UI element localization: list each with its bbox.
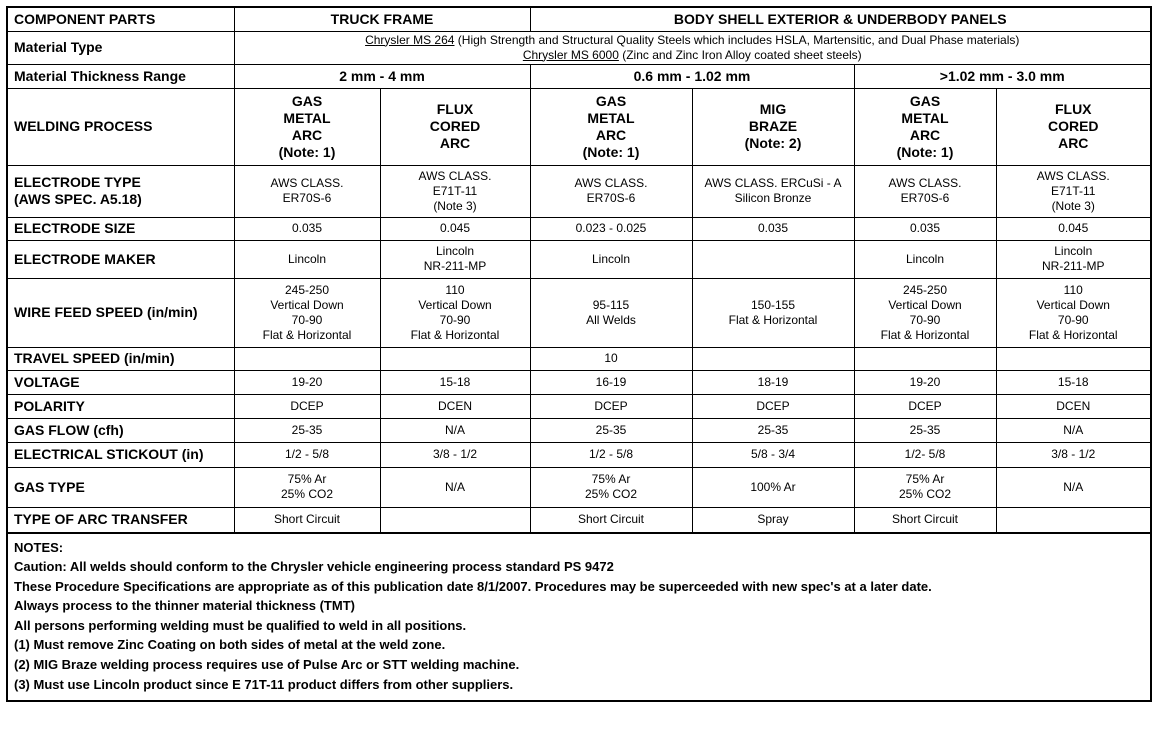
- cell-line: Lincoln: [435, 244, 475, 258]
- polarity-cell: DCEP: [692, 394, 854, 418]
- welding-spec-sheet: [6, 6, 1152, 702]
- gas-type-cell: [692, 467, 854, 507]
- cell-line: (Note: 1): [896, 143, 954, 160]
- note-line: (1) Must remove Zinc Coating on both sides of metal at the weld zone.: [14, 637, 446, 653]
- electrode-type-label: ELECTRODE TYPE (AWS SPEC. A5.18): [8, 165, 234, 217]
- wire-feed-row: [8, 278, 1150, 347]
- thickness-range: 2 mm - 4 mm: [234, 64, 530, 88]
- gas-type-row: [8, 467, 1150, 507]
- stickout-cell: 1/2 - 5/8: [530, 442, 692, 467]
- cell-line: Flat & Horizontal: [880, 327, 970, 342]
- cell-line: E71T-11: [1051, 183, 1096, 198]
- gas-type-cell: [996, 467, 1150, 507]
- electrode-maker-cell: [692, 240, 854, 278]
- cell-line: ER70S-6: [586, 191, 636, 205]
- voltage-cell: 15-18: [380, 370, 530, 394]
- travel-speed-label: TRAVEL SPEED (in/min): [8, 347, 234, 370]
- cell-line: FLUX: [1054, 101, 1092, 117]
- welding-process-label: WELDING PROCESS: [8, 88, 234, 165]
- cell-line: CORED: [429, 118, 481, 134]
- cell-line: ER70S-6: [282, 191, 332, 205]
- cell-line: N/A: [1063, 479, 1084, 494]
- cell-line: Flat & Horizontal: [410, 327, 500, 342]
- cell-line: AWS CLASS.: [270, 176, 344, 190]
- cell-line: CORED: [1047, 118, 1099, 134]
- cell-line: ARC: [439, 135, 471, 151]
- wire-feed-cell: [234, 278, 380, 347]
- cell-line: Flat & Horizontal: [262, 327, 352, 342]
- cell-line: 245-250: [284, 282, 330, 297]
- welding-process-row: [8, 88, 1150, 165]
- cell-line: 100% Ar: [750, 479, 796, 494]
- cell-line: 245-250: [902, 282, 948, 297]
- electrode-type-cell: [692, 165, 854, 217]
- stickout-cell: 5/8 - 3/4: [692, 442, 854, 467]
- electrode-size-cell: 0.045: [380, 217, 530, 240]
- note-line: Always process to the thinner material thickness (TMT): [14, 598, 355, 614]
- polarity-cell: DCEP: [530, 394, 692, 418]
- cell-line: Lincoln: [905, 251, 945, 266]
- gas-flow-cell: N/A: [996, 418, 1150, 442]
- cell-line: Flat & Horizontal: [1028, 327, 1118, 342]
- gas-flow-cell: N/A: [380, 418, 530, 442]
- cell-line: N/A: [444, 479, 465, 494]
- cell-line: Vertical Down: [1036, 297, 1110, 312]
- cell-line: 70-90: [909, 312, 941, 327]
- material-type-row: [8, 31, 1150, 64]
- arc-transfer-row: [8, 507, 1150, 532]
- arc-transfer-cell: Spray: [692, 507, 854, 532]
- cell-line: MIG: [759, 101, 787, 117]
- travel-speed-cell: [692, 347, 854, 370]
- polarity-cell: DCEN: [996, 394, 1150, 418]
- stickout-cell: 3/8 - 1/2: [380, 442, 530, 467]
- cell-line: ER70S-6: [900, 191, 950, 205]
- thickness-row: [8, 64, 1150, 88]
- cell-line: 110: [445, 282, 465, 297]
- cell-line: AWS CLASS.: [418, 168, 492, 183]
- cell-line: Lincoln: [1054, 244, 1093, 258]
- electrode-size-label: ELECTRODE SIZE: [8, 217, 234, 240]
- thickness-range: 0.6 mm - 1.02 mm: [530, 64, 854, 88]
- arc-transfer-cell: Short Circuit: [854, 507, 996, 532]
- polarity-label: POLARITY: [8, 394, 234, 418]
- cell-line: (Note 3): [1051, 198, 1095, 213]
- cell-line: Vertical Down: [270, 297, 344, 312]
- material-spec-line-1: Chrysler MS 264 (High Strength and Structural Quality Steels which includes HSLA, Martensitic, and Dual Phase materials): [365, 32, 1020, 47]
- cell-line: FLUX: [436, 101, 474, 117]
- stickout-cell: 1/2- 5/8: [854, 442, 996, 467]
- cell-line: (Note: 1): [278, 143, 336, 160]
- process-cell: [530, 88, 692, 165]
- cell-line: 25% CO2: [280, 487, 334, 501]
- cell-line: ARC: [1058, 135, 1089, 151]
- wire-feed-cell: [996, 278, 1150, 347]
- voltage-cell: 15-18: [996, 370, 1150, 394]
- note-line: Caution: All welds should conform to the Chrysler vehicle engineering process standard PS 9472: [14, 559, 614, 575]
- electrode-maker-cell: [380, 240, 530, 278]
- process-cell: [996, 88, 1150, 165]
- electrode-size-cell: 0.035: [854, 217, 996, 240]
- process-cell: [380, 88, 530, 165]
- voltage-cell: 18-19: [692, 370, 854, 394]
- stickout-label: ELECTRICAL STICKOUT (in): [8, 442, 234, 467]
- arc-transfer-cell: Short Circuit: [530, 507, 692, 532]
- gas-type-cell: [530, 467, 692, 507]
- electrode-maker-cell: [854, 240, 996, 278]
- arc-transfer-cell: [996, 507, 1150, 532]
- wire-feed-cell: [692, 278, 854, 347]
- cell-line: 150-155: [750, 297, 796, 312]
- electrode-size-cell: 0.045: [996, 217, 1150, 240]
- cell-line: METAL: [901, 109, 949, 126]
- cell-line: Lincoln: [591, 251, 631, 266]
- cell-line: NR-211-MP: [1042, 259, 1105, 273]
- electrode-maker-cell: [530, 240, 692, 278]
- welding-spec-table: [8, 8, 1150, 533]
- body-shell-header: BODY SHELL EXTERIOR & UNDERBODY PANELS: [530, 8, 1150, 31]
- truck-frame-header: TRUCK FRAME: [234, 8, 530, 31]
- thickness-label: Material Thickness Range: [8, 64, 234, 88]
- cell-line: METAL: [587, 109, 635, 126]
- electrode-maker-row: [8, 240, 1150, 278]
- cell-line: (Note 3): [433, 198, 477, 213]
- cell-line: (Note: 2): [744, 135, 802, 151]
- cell-line: Vertical Down: [888, 297, 962, 312]
- electrode-type-row: [8, 165, 1150, 217]
- cell-line: ARC: [595, 126, 627, 143]
- cell-line: GAS: [909, 92, 941, 109]
- cell-line: (Note: 1): [582, 143, 640, 160]
- note-line: All persons performing welding must be qualified to weld in all positions.: [14, 617, 467, 633]
- cell-line: GAS: [595, 92, 627, 109]
- notes-heading: NOTES:: [14, 539, 64, 555]
- cell-line: 70-90: [1057, 312, 1089, 327]
- cell-line: 75% Ar: [591, 472, 631, 486]
- header-row: [8, 8, 1150, 31]
- cell-line: 70-90: [291, 312, 323, 327]
- electrode-size-cell: 0.023 - 0.025: [530, 217, 692, 240]
- electrode-size-row: [8, 217, 1150, 240]
- cell-line: BRAZE: [748, 118, 798, 134]
- travel-speed-cell: [854, 347, 996, 370]
- gas-type-cell: [854, 467, 996, 507]
- gas-flow-label: GAS FLOW (cfh): [8, 418, 234, 442]
- cell-line: E71T-11: [432, 183, 478, 198]
- wire-feed-cell: [530, 278, 692, 347]
- electrode-size-cell: 0.035: [692, 217, 854, 240]
- wire-feed-cell: [380, 278, 530, 347]
- cell-line: ARC: [291, 126, 323, 143]
- ms6000-link: Chrysler MS 6000: [522, 47, 619, 62]
- gas-type-cell: [380, 467, 530, 507]
- gas-flow-cell: 25-35: [234, 418, 380, 442]
- travel-speed-cell: 10: [530, 347, 692, 370]
- cell-line: 110: [1063, 282, 1083, 297]
- cell-line: AWS CLASS.: [574, 176, 648, 190]
- cell-line: 25% CO2: [584, 487, 638, 501]
- cell-line: Vertical Down: [418, 297, 492, 312]
- cell-line: Silicon Bronze: [734, 191, 812, 205]
- process-cell: [692, 88, 854, 165]
- cell-line: Flat & Horizontal: [728, 312, 818, 327]
- cell-line: AWS CLASS. ERCuSi - A: [704, 176, 842, 190]
- component-parts-header: COMPONENT PARTS: [8, 8, 234, 31]
- thickness-range: >1.02 mm - 3.0 mm: [854, 64, 1150, 88]
- gas-flow-cell: 25-35: [692, 418, 854, 442]
- travel-speed-row: [8, 347, 1150, 370]
- voltage-cell: 19-20: [854, 370, 996, 394]
- arc-transfer-cell: [380, 507, 530, 532]
- travel-speed-cell: [380, 347, 530, 370]
- electrode-maker-cell: [996, 240, 1150, 278]
- wire-feed-label: WIRE FEED SPEED (in/min): [8, 278, 234, 347]
- note-line: These Procedure Specifications are appropriate as of this publication date 8/1/2007. Procedures may be superceeded with new spec's at a later date.: [14, 578, 932, 594]
- gas-type-label: GAS TYPE: [8, 467, 234, 507]
- electrode-type-cell: [234, 165, 380, 217]
- travel-speed-cell: [996, 347, 1150, 370]
- cell-line: GAS: [291, 92, 323, 109]
- cell-line: 70-90: [439, 312, 471, 327]
- electrode-type-cell: [380, 165, 530, 217]
- electrode-maker-label: ELECTRODE MAKER: [8, 240, 234, 278]
- voltage-label: VOLTAGE: [8, 370, 234, 394]
- process-cell: [234, 88, 380, 165]
- cell-line: 95-115: [592, 297, 630, 312]
- arc-transfer-cell: Short Circuit: [234, 507, 380, 532]
- cell-line: 75% Ar: [905, 472, 945, 486]
- material-type-value: [234, 31, 1150, 64]
- ms264-link: Chrysler MS 264: [365, 32, 455, 47]
- arc-transfer-label: TYPE OF ARC TRANSFER: [8, 507, 234, 532]
- stickout-row: [8, 442, 1150, 467]
- voltage-cell: 19-20: [234, 370, 380, 394]
- cell-line: 25% CO2: [898, 487, 952, 501]
- gas-flow-cell: 25-35: [854, 418, 996, 442]
- cell-line: AWS CLASS.: [1036, 168, 1110, 183]
- electrode-maker-cell: [234, 240, 380, 278]
- notes-section: [8, 533, 1150, 701]
- voltage-row: [8, 370, 1150, 394]
- polarity-cell: DCEP: [234, 394, 380, 418]
- cell-line: ARC: [909, 126, 941, 143]
- note-line: (2) MIG Braze welding process requires use of Pulse Arc or STT welding machine.: [14, 657, 520, 673]
- stickout-cell: 1/2 - 5/8: [234, 442, 380, 467]
- cell-line: AWS CLASS.: [888, 176, 962, 190]
- gas-flow-cell: 25-35: [530, 418, 692, 442]
- voltage-cell: 16-19: [530, 370, 692, 394]
- travel-speed-cell: [234, 347, 380, 370]
- process-cell: [854, 88, 996, 165]
- material-type-label: Material Type: [8, 31, 234, 64]
- cell-line: 75% Ar: [287, 472, 327, 486]
- polarity-row: [8, 394, 1150, 418]
- polarity-cell: DCEN: [380, 394, 530, 418]
- material-spec-line-2: Chrysler MS 6000 (Zinc and Zinc Iron Alloy coated sheet steels): [522, 47, 862, 62]
- stickout-cell: 3/8 - 1/2: [996, 442, 1150, 467]
- electrode-type-cell: [854, 165, 996, 217]
- cell-line: NR-211-MP: [423, 259, 487, 273]
- cell-line: Lincoln: [287, 251, 327, 266]
- electrode-size-cell: 0.035: [234, 217, 380, 240]
- cell-line: All Welds: [586, 312, 636, 327]
- wire-feed-cell: [854, 278, 996, 347]
- polarity-cell: DCEP: [854, 394, 996, 418]
- gas-flow-row: [8, 418, 1150, 442]
- note-line: (3) Must use Lincoln product since E 71T-11 product differs from other suppliers.: [14, 676, 514, 692]
- gas-type-cell: [234, 467, 380, 507]
- electrode-type-cell: [530, 165, 692, 217]
- cell-line: METAL: [283, 109, 331, 126]
- electrode-type-cell: [996, 165, 1150, 217]
